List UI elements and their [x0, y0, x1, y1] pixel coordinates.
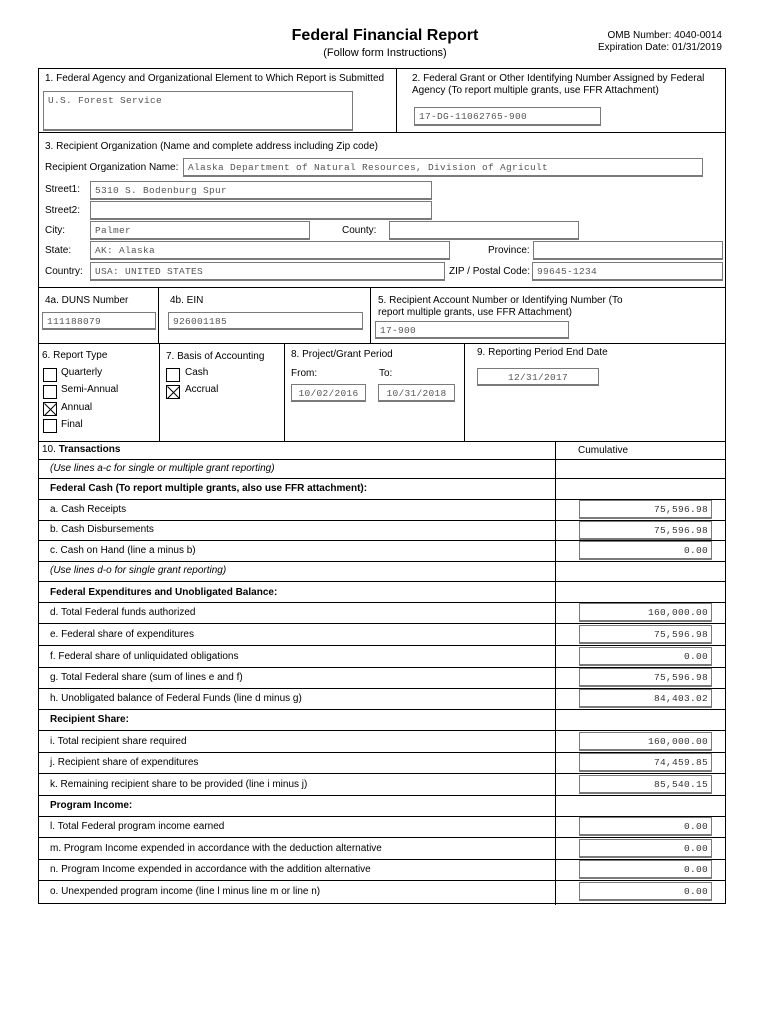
- quarterly-label: Quarterly: [61, 367, 103, 378]
- note-d-o: (Use lines d-o for single grant reporting): [50, 565, 227, 576]
- semi-annual-label: Semi-Annual: [61, 384, 119, 395]
- street1-field[interactable]: 5310 S. Bodenburg Spur: [90, 181, 432, 200]
- expiration-date: Expiration Date: 01/31/2019: [598, 42, 722, 53]
- line-o-field[interactable]: 0.00: [579, 882, 712, 901]
- line-k-label: k. Remaining recipient share to be provided (line i minus j): [50, 779, 308, 790]
- transactions-num: 10.: [42, 444, 56, 455]
- line-n-field[interactable]: 0.00: [579, 860, 712, 879]
- zip-field[interactable]: 99645-1234: [532, 262, 723, 281]
- grant-period-label: 8. Project/Grant Period: [291, 349, 393, 360]
- semi-annual-checkbox[interactable]: [43, 385, 57, 399]
- section-1-label: 1. Federal Agency and Organizational Element to Which Report is Submitted: [45, 73, 385, 84]
- org-name-label: Recipient Organization Name:: [45, 162, 179, 173]
- country-field[interactable]: USA: UNITED STATES: [90, 262, 445, 281]
- section-3-label: 3. Recipient Organization (Name and complete address including Zip code): [45, 141, 378, 152]
- line-h-label: h. Unobligated balance of Federal Funds (line d minus g): [50, 693, 302, 704]
- cash-label: Cash: [185, 367, 209, 378]
- cumulative-label: Cumulative: [578, 445, 629, 456]
- country-label: Country:: [45, 266, 83, 277]
- line-i-field[interactable]: 160,000.00: [579, 732, 712, 751]
- zip-label: ZIP / Postal Code:: [449, 266, 530, 277]
- city-label: City:: [45, 225, 65, 236]
- accrual-label: Accrual: [185, 384, 219, 395]
- federal-grant-number-field[interactable]: 17-DG-11062765-900: [414, 107, 601, 126]
- state-label: State:: [45, 245, 72, 256]
- street2-field[interactable]: [90, 201, 432, 220]
- transactions-title: Transactions: [58, 444, 121, 455]
- ein-field[interactable]: 926001185: [168, 312, 363, 330]
- omb-number: OMB Number: 4040-0014: [607, 30, 722, 41]
- line-o-label: o. Unexpended program income (line l minus line m or line n): [50, 886, 321, 897]
- section-5-label: 5. Recipient Account Number or Identifying Number (To report multiple grants, use FFR Attachment): [378, 295, 623, 318]
- final-checkbox[interactable]: [43, 419, 57, 433]
- line-a-field[interactable]: 75,596.98: [579, 500, 712, 519]
- line-e-label: e. Federal share of expenditures: [50, 629, 194, 640]
- from-date-field[interactable]: 10/02/2016: [291, 384, 366, 402]
- period-end-label: 9. Reporting Period End Date: [477, 347, 608, 358]
- transactions-label: [42, 444, 120, 456]
- province-label: Province:: [488, 245, 530, 256]
- city-field[interactable]: Palmer: [90, 221, 310, 240]
- line-d-field[interactable]: 160,000.00: [579, 603, 712, 622]
- line-c-label: c. Cash on Hand (line a minus b): [50, 545, 196, 556]
- report-type-label: 6. Report Type: [42, 350, 108, 361]
- annual-checkbox[interactable]: [43, 402, 57, 416]
- note-a-c: (Use lines a-c for single or multiple grant reporting): [50, 463, 275, 474]
- ffr-form: [38, 68, 726, 904]
- recipient-account-field[interactable]: 17-900: [375, 321, 569, 339]
- county-label: County:: [342, 225, 377, 236]
- duns-field[interactable]: 111188079: [42, 312, 156, 330]
- line-m-label: m. Program Income expended in accordance with the deduction alternative: [50, 843, 382, 854]
- line-l-field[interactable]: 0.00: [579, 817, 712, 836]
- accrual-checkbox[interactable]: [166, 385, 180, 399]
- line-n-label: n. Program Income expended in accordance with the addition alternative: [50, 864, 371, 875]
- street2-label: Street2:: [45, 205, 81, 216]
- line-a-label: a. Cash Receipts: [50, 504, 127, 515]
- federal-cash-heading: Federal Cash (To report multiple grants, also use FFR attachment):: [50, 483, 368, 494]
- recipient-share-heading: Recipient Share:: [50, 714, 129, 725]
- cash-checkbox[interactable]: [166, 368, 180, 382]
- expenditures-heading: Federal Expenditures and Unobligated Balance:: [50, 587, 278, 598]
- section-2-label: 2. Federal Grant or Other Identifying Number Assigned by Federal Agency (To report multiple grants, use FFR Attachment): [412, 73, 705, 96]
- street1-label: Street1:: [45, 184, 81, 195]
- line-g-field[interactable]: 75,596.98: [579, 668, 712, 687]
- county-field[interactable]: [389, 221, 579, 240]
- line-d-label: d. Total Federal funds authorized: [50, 607, 196, 618]
- page-subtitle: (Follow form Instructions): [323, 47, 447, 59]
- state-field[interactable]: AK: Alaska: [90, 241, 450, 260]
- line-j-label: j. Recipient share of expenditures: [50, 757, 199, 768]
- duns-label: 4a. DUNS Number: [45, 295, 129, 306]
- program-income-heading: Program Income:: [50, 800, 133, 811]
- line-f-field[interactable]: 0.00: [579, 647, 712, 666]
- period-end-field[interactable]: 12/31/2017: [477, 368, 599, 386]
- annual-label: Annual: [61, 402, 93, 413]
- province-field[interactable]: [533, 241, 723, 260]
- to-date-field[interactable]: 10/31/2018: [378, 384, 455, 402]
- line-e-field[interactable]: 75,596.98: [579, 625, 712, 644]
- line-h-field[interactable]: 84,403.02: [579, 689, 712, 708]
- line-g-label: g. Total Federal share (sum of lines e and f): [50, 672, 243, 683]
- final-label: Final: [61, 419, 83, 430]
- to-label: To:: [379, 368, 393, 379]
- line-b-label: b. Cash Disbursements: [50, 524, 154, 535]
- federal-agency-field[interactable]: U.S. Forest Service: [43, 91, 353, 131]
- line-l-label: l. Total Federal program income earned: [50, 821, 225, 832]
- quarterly-checkbox[interactable]: [43, 368, 57, 382]
- line-c-field[interactable]: 0.00: [579, 541, 712, 560]
- line-j-field[interactable]: 74,459.85: [579, 753, 712, 772]
- line-k-field[interactable]: 85,540.15: [579, 775, 712, 794]
- line-b-field[interactable]: 75,596.98: [579, 521, 712, 540]
- ein-label: 4b. EIN: [170, 295, 204, 306]
- page-title: Federal Financial Report: [291, 27, 479, 44]
- line-m-field[interactable]: 0.00: [579, 839, 712, 858]
- line-f-label: f. Federal share of unliquidated obligations: [50, 651, 239, 662]
- from-label: From:: [291, 368, 318, 379]
- org-name-field[interactable]: Alaska Department of Natural Resources, Division of Agricult: [183, 158, 703, 177]
- line-i-label: i. Total recipient share required: [50, 736, 187, 747]
- basis-label: 7. Basis of Accounting: [166, 351, 265, 362]
